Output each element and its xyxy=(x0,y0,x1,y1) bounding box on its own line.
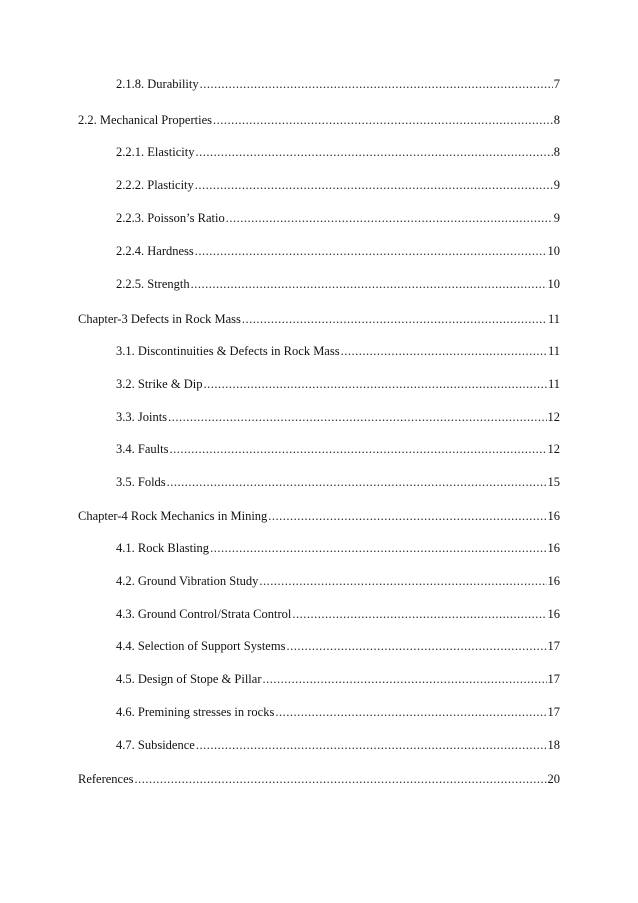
toc-entry-2-2-3[interactable] xyxy=(116,210,560,226)
toc-entry-label: 4.5. Design of Stope & Pillar xyxy=(116,672,262,686)
toc-entry-4-2[interactable] xyxy=(116,573,560,589)
toc-dot-leader xyxy=(259,573,546,589)
toc-dot-leader xyxy=(167,474,547,490)
toc-dot-leader xyxy=(191,276,547,292)
toc-entry-label: 2.1.8. Durability xyxy=(116,77,199,91)
toc-entry-2-1-8[interactable] xyxy=(116,76,560,92)
toc-page-number: 7 xyxy=(553,77,560,91)
toc-page-number: 18 xyxy=(547,738,560,752)
toc-entry-label: 3.1. Discontinuities & Defects in Rock Mass xyxy=(116,344,340,358)
toc-page-number: 10 xyxy=(547,277,560,291)
toc-dot-leader xyxy=(195,243,547,259)
toc-dot-leader xyxy=(213,112,553,128)
toc-dot-leader xyxy=(203,376,546,392)
toc-entry-label: 3.3. Joints xyxy=(116,410,168,424)
toc-entry-label: 3.2. Strike & Dip xyxy=(116,377,203,391)
toc-entry-2-2-4[interactable] xyxy=(116,243,560,259)
toc-entry-4-3[interactable] xyxy=(116,606,560,622)
toc-page-number: 15 xyxy=(547,475,560,489)
toc-dot-leader xyxy=(200,76,553,92)
toc-page-number: 17 xyxy=(547,639,560,653)
toc-entry-label: Chapter-3 Defects in Rock Mass xyxy=(78,312,241,326)
toc-entry-2-2-1[interactable] xyxy=(116,144,560,160)
toc-page-number: 16 xyxy=(547,541,560,555)
toc-entry-3-3[interactable] xyxy=(116,409,560,425)
toc-dot-leader xyxy=(226,210,553,226)
toc-page-number: 20 xyxy=(547,772,560,786)
toc-page-number: 17 xyxy=(547,672,560,686)
toc-entry-3-4[interactable] xyxy=(116,441,560,457)
toc-entry-label: 3.5. Folds xyxy=(116,475,166,489)
toc-entry-label: 4.3. Ground Control/Strata Control xyxy=(116,607,292,621)
toc-entry-label: 2.2.3. Poisson’s Ratio xyxy=(116,211,225,225)
toc-entry-3-1[interactable] xyxy=(116,343,560,359)
toc-entry-chapter-4[interactable] xyxy=(78,508,560,524)
toc-dot-leader xyxy=(195,144,552,160)
toc-entry-3-5[interactable] xyxy=(116,474,560,490)
toc-page-number: 10 xyxy=(547,244,560,258)
toc-entry-4-1[interactable] xyxy=(116,540,560,556)
toc-entry-label: 4.4. Selection of Support Systems xyxy=(116,639,286,653)
toc-page-number: 16 xyxy=(547,509,560,523)
toc-page-number: 17 xyxy=(547,705,560,719)
toc-dot-leader xyxy=(169,441,546,457)
toc-entry-label: 2.2. Mechanical Properties xyxy=(78,113,212,127)
toc-dot-leader xyxy=(210,540,546,556)
toc-dot-leader xyxy=(341,343,547,359)
toc-page-number: 12 xyxy=(547,442,560,456)
toc-page-number: 11 xyxy=(547,377,560,391)
toc-entry-label: References xyxy=(78,772,134,786)
toc-dot-leader xyxy=(195,177,553,193)
toc-page-number: 9 xyxy=(553,211,560,225)
toc-entry-label: 2.2.4. Hardness xyxy=(116,244,194,258)
toc-dot-leader xyxy=(242,311,547,327)
toc-entry-4-6[interactable] xyxy=(116,704,560,720)
toc-entry-4-7[interactable] xyxy=(116,737,560,753)
toc-entry-label: 4.1. Rock Blasting xyxy=(116,541,210,555)
toc-entry-label: 4.2. Ground Vibration Study xyxy=(116,574,259,588)
toc-entry-2-2[interactable] xyxy=(78,112,560,128)
toc-page-number: 12 xyxy=(547,410,560,424)
toc-entry-label: 4.6. Premining stresses in rocks xyxy=(116,705,275,719)
toc-entry-label: 2.2.5. Strength xyxy=(116,277,190,291)
toc-entry-2-2-5[interactable] xyxy=(116,276,560,292)
toc-dot-leader xyxy=(275,704,546,720)
toc-page-number: 11 xyxy=(547,312,560,326)
toc-page-number: 9 xyxy=(553,178,560,192)
toc-entry-3-2[interactable] xyxy=(116,376,560,392)
toc-entry-references[interactable] xyxy=(78,771,560,787)
toc-entry-4-5[interactable] xyxy=(116,671,560,687)
toc-page-number: 16 xyxy=(547,607,560,621)
toc-dot-leader xyxy=(286,638,546,654)
toc-entry-label: 2.2.1. Elasticity xyxy=(116,145,195,159)
toc-entry-label: Chapter-4 Rock Mechanics in Mining xyxy=(78,509,268,523)
toc-entry-2-2-2[interactable] xyxy=(116,177,560,193)
toc-dot-leader xyxy=(168,409,546,425)
toc-page-number: 11 xyxy=(547,344,560,358)
toc-page-number: 8 xyxy=(553,145,560,159)
toc-page-number: 16 xyxy=(547,574,560,588)
toc-entry-chapter-3[interactable] xyxy=(78,311,560,327)
toc-dot-leader xyxy=(262,671,546,687)
toc-dot-leader xyxy=(196,737,547,753)
toc-entry-label: 4.7. Subsidence xyxy=(116,738,195,752)
toc-page-number: 8 xyxy=(553,113,560,127)
toc-entry-label: 3.4. Faults xyxy=(116,442,169,456)
toc-entry-label: 2.2.2. Plasticity xyxy=(116,178,194,192)
toc-entry-4-4[interactable] xyxy=(116,638,560,654)
toc-dot-leader xyxy=(292,606,546,622)
toc-dot-leader xyxy=(268,508,546,524)
toc-dot-leader xyxy=(135,771,547,787)
